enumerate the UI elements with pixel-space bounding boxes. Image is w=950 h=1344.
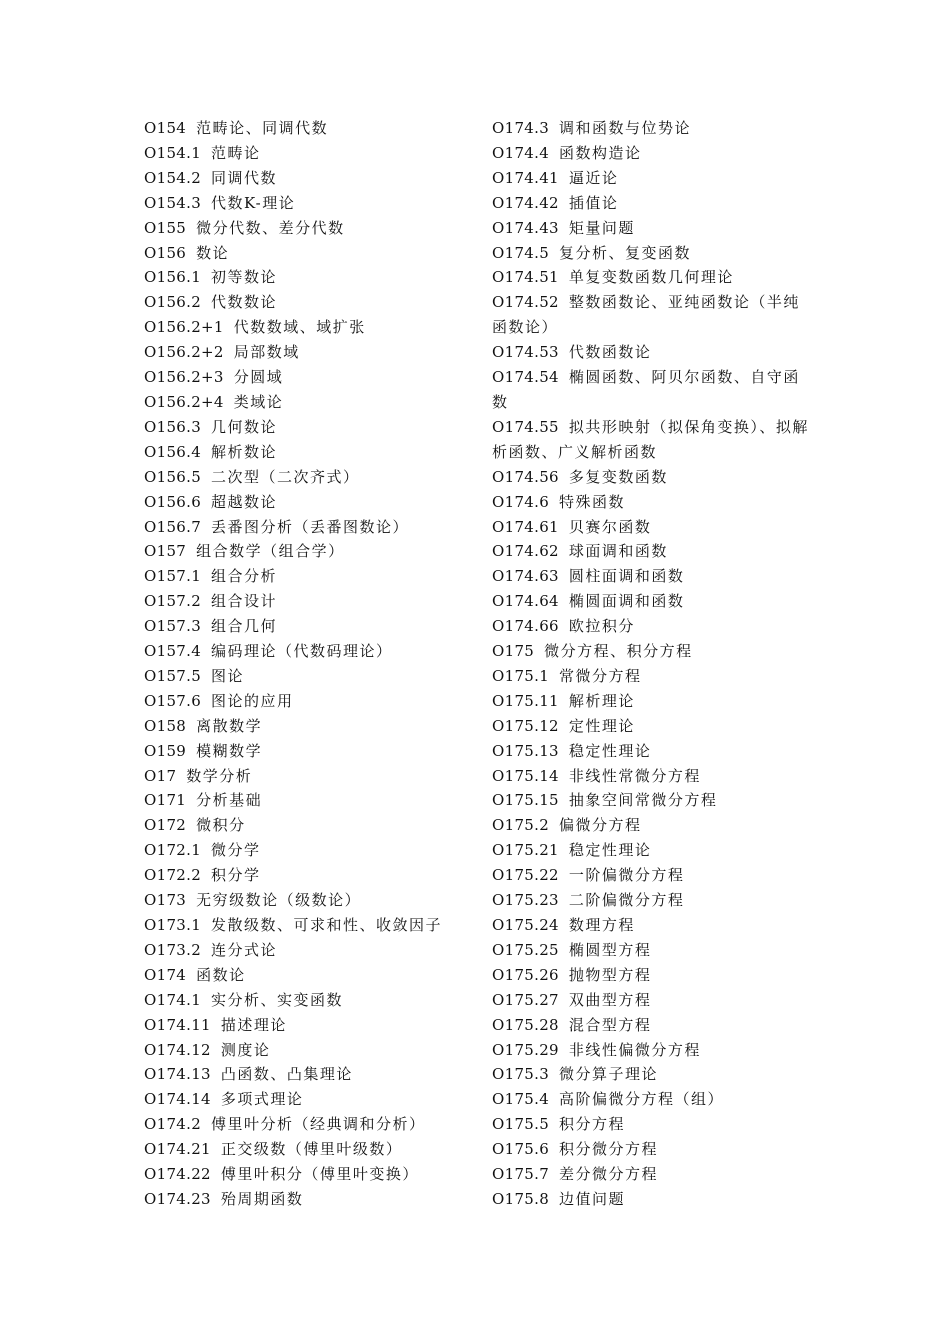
classification-entry xyxy=(144,315,464,340)
classification-code: O172.1 xyxy=(144,841,202,860)
classification-code: O156.3 xyxy=(144,417,202,436)
classification-label: 离散数学 xyxy=(196,716,263,735)
classification-label: 稳定性理论 xyxy=(568,741,652,760)
classification-label: 超越数论 xyxy=(211,492,278,511)
classification-label: 椭圆型方程 xyxy=(568,940,652,959)
classification-code: O174.11 xyxy=(144,1015,211,1034)
classification-code: O175.4 xyxy=(492,1090,550,1109)
classification-label: 测度论 xyxy=(220,1040,271,1059)
classification-label: 傅里叶分析（经典调和分析） xyxy=(211,1115,426,1134)
classification-code: O156.6 xyxy=(144,492,202,511)
classification-entry xyxy=(144,639,464,664)
classification-entry xyxy=(144,564,464,589)
classification-entry xyxy=(492,141,810,166)
classification-entry xyxy=(144,1112,464,1137)
classification-label: 图论 xyxy=(211,666,245,685)
classification-label: 高阶偏微分方程（组） xyxy=(559,1090,725,1109)
classification-code: O174.62 xyxy=(492,542,559,561)
classification-label: 稳定性理论 xyxy=(568,841,652,860)
classification-entry xyxy=(144,664,464,689)
classification-code: O175.13 xyxy=(492,741,559,760)
classification-code: O157.5 xyxy=(144,666,202,685)
classification-label: 凸函数、凸集理论 xyxy=(220,1065,353,1084)
classification-code: O175 xyxy=(492,642,535,661)
classification-entry xyxy=(144,166,464,191)
classification-entry xyxy=(492,988,810,1013)
classification-code: O175.26 xyxy=(492,965,559,984)
classification-entry xyxy=(144,1137,464,1162)
classification-label: 一阶偏微分方程 xyxy=(568,866,685,885)
classification-label: 椭圆函数、阿贝尔函数、自守函数 xyxy=(492,368,800,411)
classification-entry xyxy=(144,241,464,266)
classification-code: O174.43 xyxy=(492,218,559,237)
classification-entry xyxy=(144,265,464,290)
classification-code: O172 xyxy=(144,816,187,835)
classification-entry xyxy=(144,415,464,440)
classification-label: 局部数域 xyxy=(233,343,300,362)
classification-code: O175.24 xyxy=(492,916,559,934)
classification-entry xyxy=(492,838,810,863)
classification-label: 范畴论、同调代数 xyxy=(196,119,329,137)
classification-entry xyxy=(492,241,810,266)
classification-label: 微分算子理论 xyxy=(559,1065,659,1084)
classification-entry xyxy=(144,813,464,838)
classification-label: 球面调和函数 xyxy=(568,542,668,561)
classification-entry xyxy=(144,764,464,789)
classification-entry xyxy=(492,216,810,241)
classification-entry xyxy=(492,888,810,913)
classification-code: O175.29 xyxy=(492,1040,559,1059)
classification-code: O174.53 xyxy=(492,343,559,362)
classification-code: O158 xyxy=(144,716,187,735)
classification-entry xyxy=(492,1087,810,1112)
classification-label: 范畴论 xyxy=(211,143,261,162)
classification-entry xyxy=(144,191,464,216)
classification-code: O174.3 xyxy=(492,119,550,137)
classification-code: O175.8 xyxy=(492,1189,550,1208)
classification-label: 多项式理论 xyxy=(220,1090,304,1109)
classification-label: 丢番图分析（丢番图数论） xyxy=(211,517,410,536)
classification-entry xyxy=(144,365,464,390)
classification-code: O174.63 xyxy=(492,567,559,586)
classification-entry xyxy=(492,664,810,689)
classification-label: 双曲型方程 xyxy=(568,990,652,1009)
classification-label: 圆柱面调和函数 xyxy=(568,567,685,586)
classification-code: O174.1 xyxy=(144,990,202,1009)
classification-label: 插值论 xyxy=(568,193,619,212)
classification-label: 积分微分方程 xyxy=(559,1140,659,1159)
classification-label: 函数论 xyxy=(196,965,246,984)
classification-label: 单复变数函数几何理论 xyxy=(568,268,734,287)
classification-label: 边值问题 xyxy=(559,1189,626,1208)
classification-label: 数论 xyxy=(196,243,230,262)
classification-code: O175.11 xyxy=(492,691,559,710)
classification-label: 解析理论 xyxy=(568,691,635,710)
classification-label: 混合型方程 xyxy=(568,1015,652,1034)
classification-label: 无穷级数论（级数论） xyxy=(196,891,362,910)
classification-label: 微分代数、差分代数 xyxy=(196,218,345,237)
classification-entry xyxy=(492,739,810,764)
classification-label: 积分方程 xyxy=(559,1115,626,1134)
classification-entry xyxy=(492,166,810,191)
left-column xyxy=(144,116,464,1212)
classification-entry xyxy=(492,465,810,490)
classification-label: 偏微分方程 xyxy=(559,816,642,835)
classification-entry xyxy=(492,938,810,963)
classification-entry xyxy=(144,689,464,714)
classification-code: O174.14 xyxy=(144,1090,211,1109)
classification-label: 分圆域 xyxy=(233,368,284,387)
classification-code: O174.23 xyxy=(144,1189,211,1208)
classification-code: O157.3 xyxy=(144,617,202,636)
classification-code: O173 xyxy=(144,891,187,910)
classification-entry xyxy=(144,1162,464,1187)
classification-label: 数理方程 xyxy=(568,916,635,934)
classification-code: O175.12 xyxy=(492,716,559,735)
classification-label: 图论的应用 xyxy=(211,691,294,710)
classification-entry xyxy=(144,788,464,813)
classification-code: O174.52 xyxy=(492,293,559,312)
classification-label: 殆周期函数 xyxy=(220,1189,304,1208)
classification-label: 整数函数论、亚纯函数论（半纯函数论） xyxy=(492,293,800,337)
classification-entry xyxy=(144,1187,464,1212)
classification-code: O175.14 xyxy=(492,766,559,785)
classification-label: 矩量问题 xyxy=(568,218,635,237)
classification-label: 傅里叶积分（傅里叶变换） xyxy=(220,1165,419,1184)
classification-entry xyxy=(492,614,810,639)
classification-entry xyxy=(144,141,464,166)
classification-code: O174.41 xyxy=(492,168,559,187)
classification-entry xyxy=(144,440,464,465)
classification-code: O156.2+1 xyxy=(144,318,224,337)
classification-code: O174.13 xyxy=(144,1065,211,1084)
classification-entry xyxy=(144,116,464,141)
classification-code: O156.2+4 xyxy=(144,392,224,411)
classification-code: O156 xyxy=(144,243,187,262)
classification-code: O156.4 xyxy=(144,442,202,461)
classification-label: 逼近论 xyxy=(568,168,619,187)
classification-entry xyxy=(492,539,810,564)
classification-entry xyxy=(144,490,464,515)
classification-code: O175.15 xyxy=(492,791,559,810)
classification-entry xyxy=(144,714,464,739)
classification-code: O175.22 xyxy=(492,866,559,885)
classification-label: 二阶偏微分方程 xyxy=(568,891,685,910)
classification-code: O172.2 xyxy=(144,866,202,885)
classification-label: 正交级数（傅里叶级数） xyxy=(220,1140,403,1159)
classification-code: O174.66 xyxy=(492,617,559,636)
classification-entry xyxy=(492,714,810,739)
classification-entry xyxy=(492,265,810,290)
classification-code: O174.42 xyxy=(492,193,559,212)
classification-code: O175.2 xyxy=(492,816,550,835)
classification-label: 贝赛尔函数 xyxy=(568,517,652,536)
classification-code: O154.1 xyxy=(144,143,202,162)
right-column xyxy=(492,116,810,1212)
classification-code: O156.7 xyxy=(144,517,202,536)
classification-label: 代数数论 xyxy=(211,293,278,312)
classification-code: O171 xyxy=(144,791,187,810)
classification-entry xyxy=(144,340,464,365)
classification-entry xyxy=(144,1062,464,1087)
classification-code: O175.5 xyxy=(492,1115,550,1134)
classification-code: O154.2 xyxy=(144,168,202,187)
classification-entry xyxy=(492,764,810,789)
classification-entry xyxy=(492,564,810,589)
classification-label: 分析基础 xyxy=(196,791,263,810)
classification-code: O174.54 xyxy=(492,368,559,387)
classification-entry xyxy=(492,116,810,141)
classification-label: 函数构造论 xyxy=(559,143,642,162)
classification-entry xyxy=(144,465,464,490)
classification-entry xyxy=(492,788,810,813)
classification-label: 同调代数 xyxy=(211,168,278,187)
classification-code: O175.28 xyxy=(492,1015,559,1034)
classification-label: 代数数域、域扩张 xyxy=(233,318,366,337)
classification-code: O175.25 xyxy=(492,940,559,959)
classification-code: O156.2 xyxy=(144,293,202,312)
classification-entry xyxy=(492,490,810,515)
classification-label: 椭圆面调和函数 xyxy=(568,592,685,611)
classification-label: 常微分方程 xyxy=(559,666,642,685)
classification-code: O175.23 xyxy=(492,891,559,910)
classification-code: O174.64 xyxy=(492,592,559,611)
classification-label: 类域论 xyxy=(233,392,284,411)
classification-entry xyxy=(492,340,810,365)
classification-entry xyxy=(492,963,810,988)
classification-label: 非线性偏微分方程 xyxy=(568,1040,701,1059)
classification-label: 抛物型方程 xyxy=(568,965,652,984)
classification-entry xyxy=(492,639,810,664)
classification-code: O154 xyxy=(144,119,187,137)
classification-label: 实分析、实变函数 xyxy=(211,990,344,1009)
classification-label: 积分学 xyxy=(211,866,261,885)
classification-entry xyxy=(492,689,810,714)
classification-label: 几何数论 xyxy=(211,417,278,436)
classification-label: 发散级数、可求和性、收敛因子 xyxy=(211,916,443,934)
classification-entry xyxy=(492,191,810,216)
classification-label: 差分微分方程 xyxy=(559,1165,659,1184)
classification-entry xyxy=(144,515,464,540)
classification-entry xyxy=(144,1013,464,1038)
classification-code: O173.2 xyxy=(144,940,202,959)
classification-entry xyxy=(144,1087,464,1112)
classification-code: O174.51 xyxy=(492,268,559,287)
classification-label: 描述理论 xyxy=(220,1015,287,1034)
classification-label: 连分式论 xyxy=(211,940,278,959)
classification-label: 代数函数论 xyxy=(568,343,652,362)
classification-code: O174.12 xyxy=(144,1040,211,1059)
classification-entry xyxy=(144,888,464,913)
classification-entry xyxy=(492,1162,810,1187)
classification-label: 特殊函数 xyxy=(559,492,626,511)
classification-entry xyxy=(144,938,464,963)
classification-code: O159 xyxy=(144,741,187,760)
classification-entry xyxy=(492,1137,810,1162)
classification-label: 解析数论 xyxy=(211,442,278,461)
classification-code: O174.61 xyxy=(492,517,559,536)
classification-label: 组合设计 xyxy=(211,592,278,611)
classification-entry xyxy=(492,863,810,888)
classification-code: O174 xyxy=(144,965,187,984)
classification-code: O157 xyxy=(144,542,187,561)
classification-label: 微积分 xyxy=(196,816,246,835)
classification-code: O174.2 xyxy=(144,1115,202,1134)
classification-label: 微分学 xyxy=(211,841,261,860)
classification-entry xyxy=(144,614,464,639)
classification-label: 拟共形映射（拟保角变换）、拟解析函数、广义解析函数 xyxy=(492,417,809,461)
classification-code: O174.6 xyxy=(492,492,550,511)
classification-label: 数学分析 xyxy=(186,766,253,785)
classification-label: 组合几何 xyxy=(211,617,278,636)
classification-entry xyxy=(492,1062,810,1087)
classification-entry xyxy=(144,913,464,938)
classification-entry xyxy=(144,863,464,888)
classification-label: 定性理论 xyxy=(568,716,635,735)
classification-code: O157.6 xyxy=(144,691,202,710)
classification-code: O156.5 xyxy=(144,467,202,486)
classification-entry xyxy=(492,1187,810,1212)
classification-entry xyxy=(144,1038,464,1063)
classification-code: O174.4 xyxy=(492,143,550,162)
classification-label: 编码理论（代数码理论） xyxy=(211,642,393,661)
classification-entry xyxy=(144,539,464,564)
classification-entry xyxy=(492,515,810,540)
classification-code: O156.2+3 xyxy=(144,368,224,387)
classification-code: O157.1 xyxy=(144,567,202,586)
classification-entry xyxy=(492,290,810,340)
classification-entry xyxy=(144,390,464,415)
classification-label: 抽象空间常微分方程 xyxy=(568,791,718,810)
classification-code: O175.7 xyxy=(492,1165,550,1184)
classification-label: 调和函数与位势论 xyxy=(559,119,692,137)
classification-code: O175.1 xyxy=(492,666,550,685)
classification-entry xyxy=(492,365,810,415)
classification-label: 代数K-理论 xyxy=(211,193,296,212)
classification-code: O174.21 xyxy=(144,1140,211,1159)
classification-label: 组合分析 xyxy=(211,567,278,586)
classification-label: 组合数学（组合学） xyxy=(196,542,345,561)
classification-code: O17 xyxy=(144,766,177,785)
classification-entry xyxy=(492,1038,810,1063)
classification-code: O174.5 xyxy=(492,243,550,262)
classification-code: O174.55 xyxy=(492,417,559,436)
classification-label: 欧拉积分 xyxy=(568,617,635,636)
classification-entry xyxy=(492,1112,810,1137)
classification-entry xyxy=(144,216,464,241)
classification-entry xyxy=(144,290,464,315)
classification-code: O157.2 xyxy=(144,592,202,611)
classification-label: 二次型（二次齐式） xyxy=(211,467,360,486)
classification-code: O175.3 xyxy=(492,1065,550,1084)
classification-code: O155 xyxy=(144,218,187,237)
classification-entry xyxy=(144,988,464,1013)
classification-code: O157.4 xyxy=(144,642,202,661)
classification-entry xyxy=(492,813,810,838)
classification-entry xyxy=(144,739,464,764)
classification-entry xyxy=(492,589,810,614)
classification-code: O156.2+2 xyxy=(144,343,224,362)
classification-entry xyxy=(144,963,464,988)
classification-entry xyxy=(492,913,810,938)
classification-code: O156.1 xyxy=(144,268,202,287)
classification-code: O174.56 xyxy=(492,467,559,486)
classification-entry xyxy=(144,838,464,863)
classification-label: 模糊数学 xyxy=(196,741,263,760)
classification-code: O175.6 xyxy=(492,1140,550,1159)
classification-code: O175.27 xyxy=(492,990,559,1009)
classification-entry xyxy=(492,1013,810,1038)
classification-label: 复分析、复变函数 xyxy=(559,243,692,262)
classification-code: O174.22 xyxy=(144,1165,211,1184)
classification-code: O175.21 xyxy=(492,841,559,860)
classification-label: 多复变数函数 xyxy=(568,467,668,486)
classification-label: 微分方程、积分方程 xyxy=(544,642,693,661)
classification-code: O154.3 xyxy=(144,193,202,212)
classification-entry xyxy=(492,415,810,465)
classification-code: O173.1 xyxy=(144,916,202,934)
classification-label: 非线性常微分方程 xyxy=(568,766,701,785)
classification-entry xyxy=(144,589,464,614)
classification-label: 初等数论 xyxy=(211,268,278,287)
